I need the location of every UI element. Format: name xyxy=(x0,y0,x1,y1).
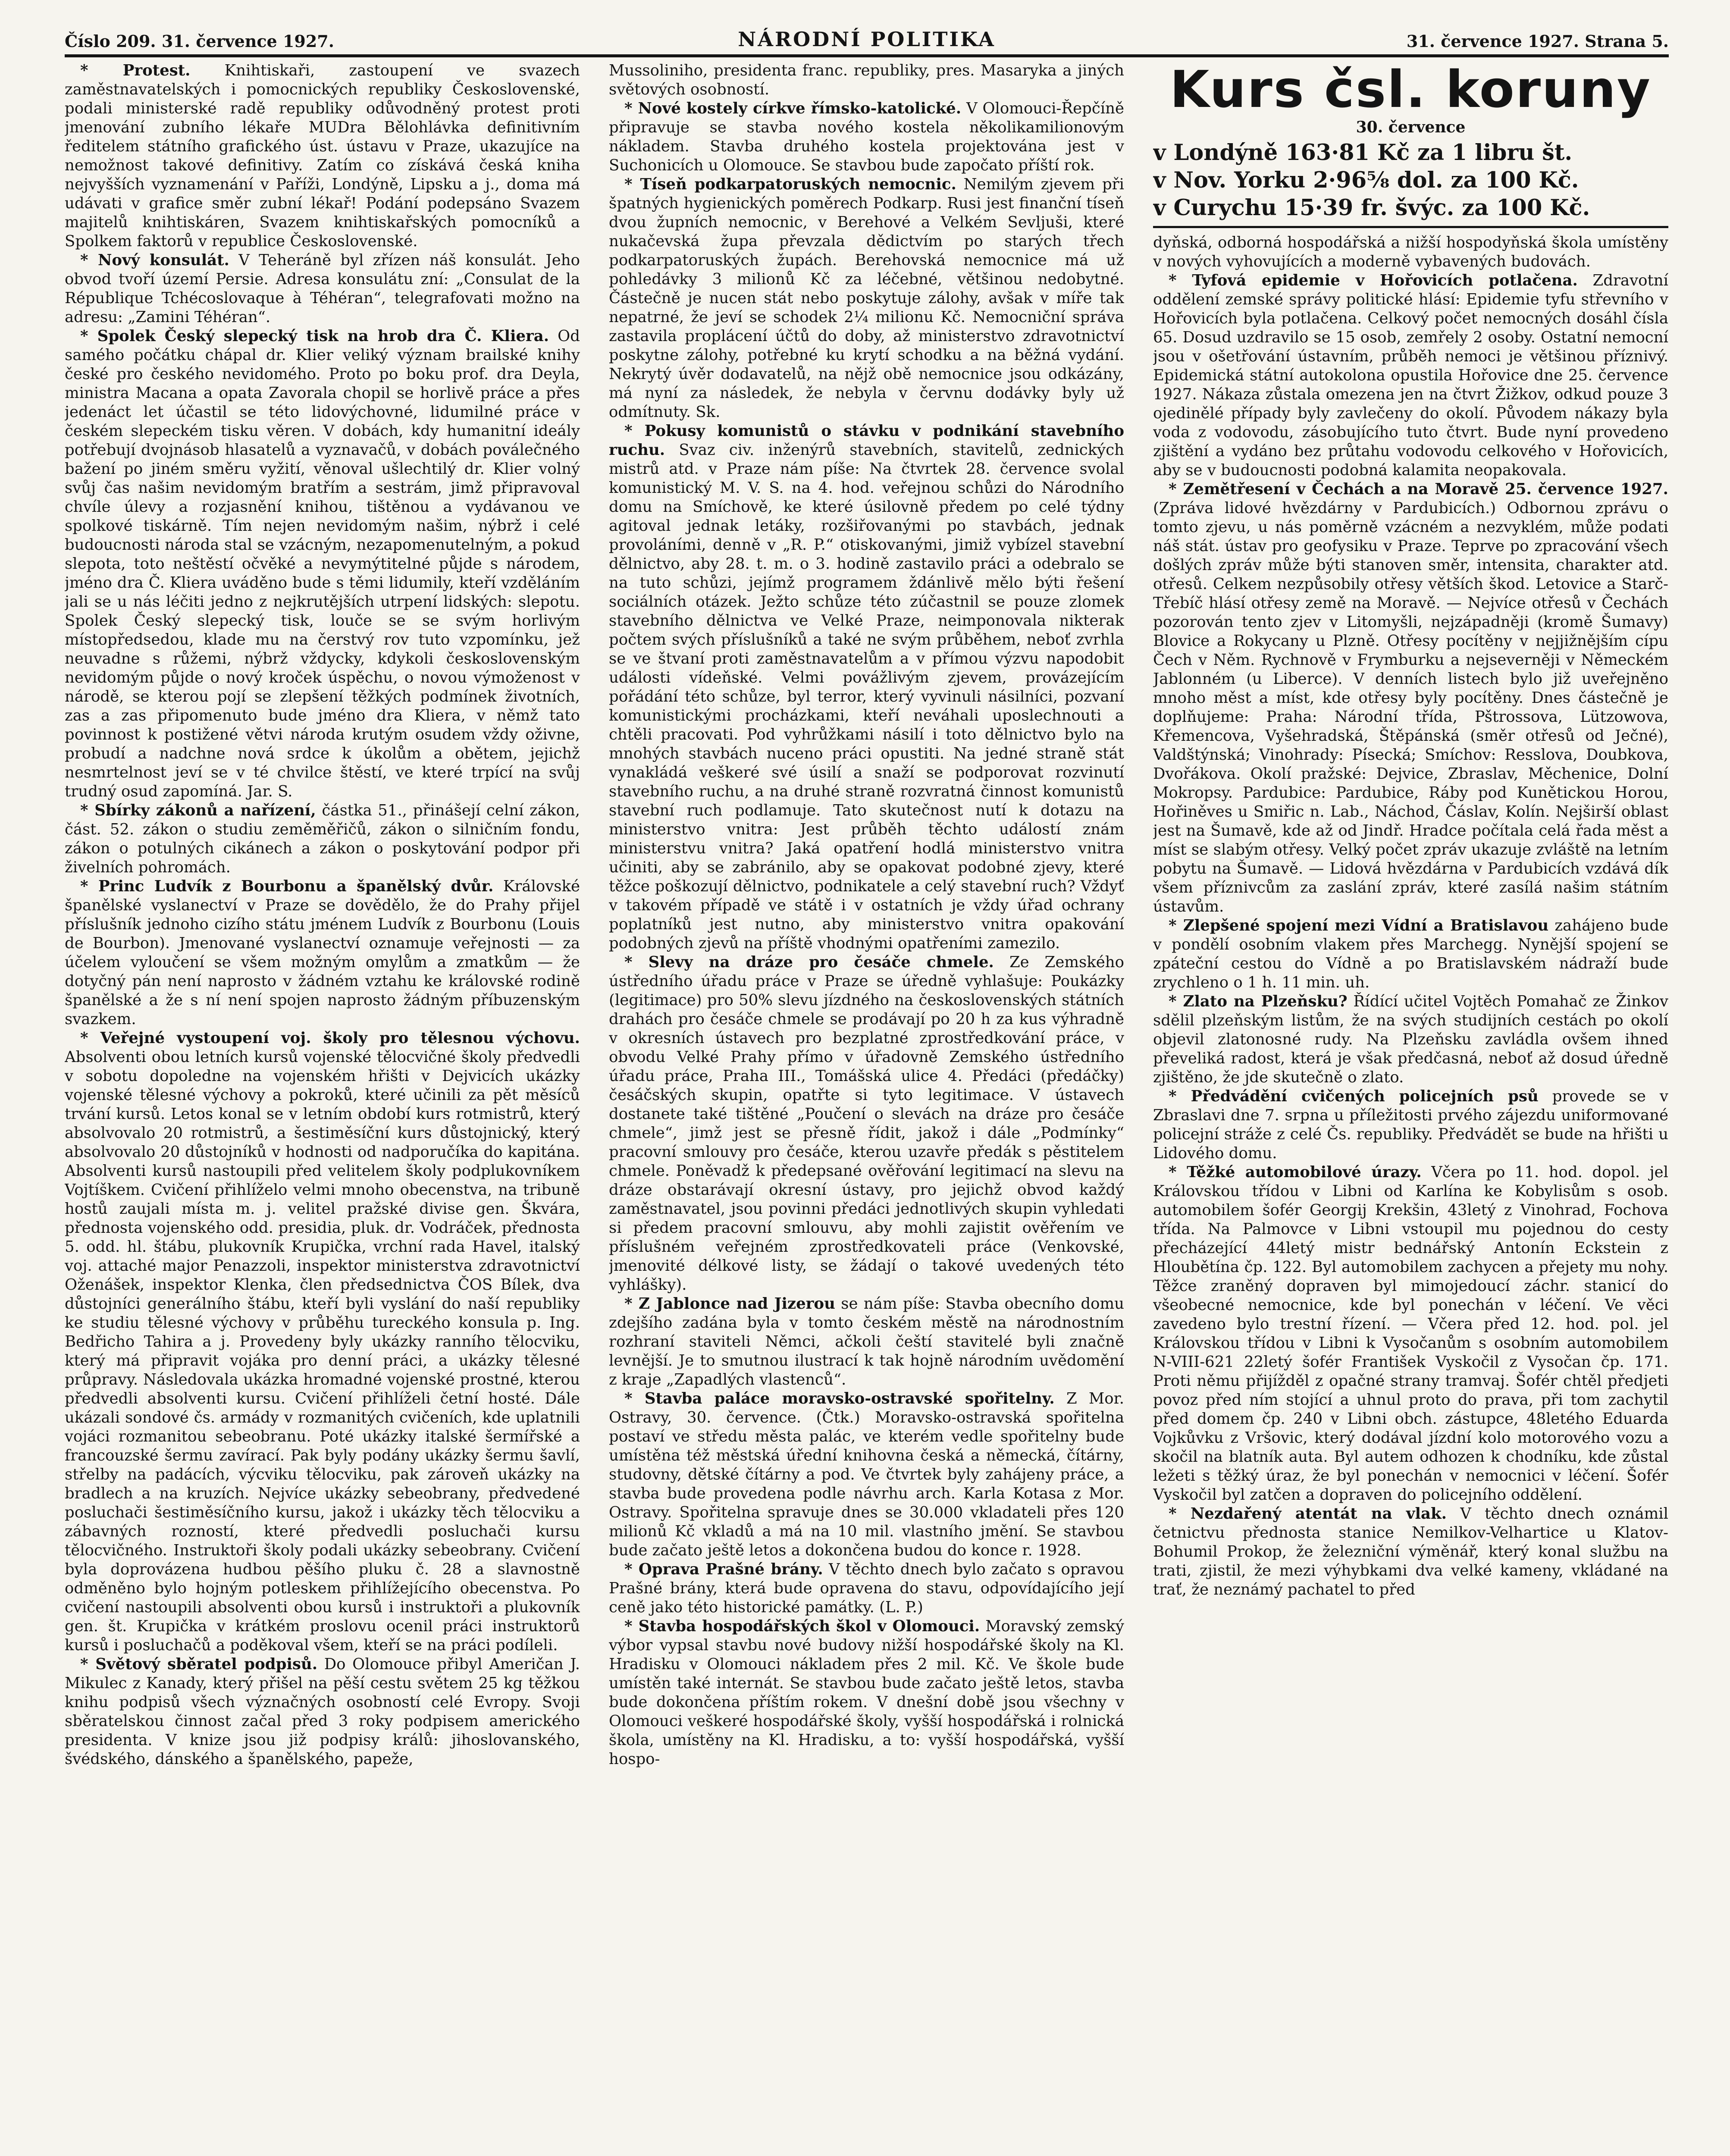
article-heading: * Těžké automobilové úrazy. xyxy=(1169,1163,1422,1181)
article-heading: * Předvádění cvičených policejních psů xyxy=(1169,1087,1539,1105)
article-paragraph xyxy=(65,1029,580,1655)
article-body: zahájeno bude v pondělí osobním vlakem přes Marchegg. Nynější spojení se zpáteční cestou do Vídně a po Bratislavském nádraží bude zrychleno o 1 h. 11 min. uh. xyxy=(1153,917,1668,991)
article-body: částka 51., přinášejí celní zákon, část. 52. zákon o studiu zeměměřičů, zákon o silničním fondu, zákon o potulných cikánech a zákon o poskytování podpor při živelních pohromách. xyxy=(65,802,580,876)
rate-new-york: v Nov. Yorku 2·96⅝ dol. za 100 Kč. xyxy=(1153,167,1579,193)
page-info: 31. července 1927. Strana 5. xyxy=(1406,31,1669,51)
article-paragraph xyxy=(1153,1504,1668,1599)
article-body: Nemilým zjevem při špatných hygienických poměrech Podkarp. Rusi jest finanční tíseň dvou župních nemocnic, v Berehové a Velkém Sevljuši, které nukačevská župa převzala dědictvím po starých třech podkarpatoruských župách. Berehovská nemocnice má už pohledávky 3 milionů Kč za léčebné, většinou nedobytné. Částečně je nucen stát nebo poskytuje zálohy, avšak v míře tak nepatrné, že jeví se schodek 2¼ milionu Kč. Nemocniční správa zastavila proplácení účtů do doby, až ministerstvo zdravotnictví poskytne zálohy, potřebné ku krytí schodku a na běžná vydání. Nekrytý úvěr dodavatelů, na nějž obě nemocnice jsou odkázány, má nyní za následek, že nebyla v červnu dodávky byly už odmítnuty. Sk. xyxy=(609,175,1124,421)
article-heading: * Zemětřesení v Čechách a na Moravě 25. července 1927. xyxy=(1169,480,1668,498)
article-paragraph xyxy=(609,953,1124,1294)
article-paragraph xyxy=(609,1294,1124,1389)
article-paragraph xyxy=(609,1560,1124,1617)
article-body: V těchto dnech bylo začato s opravou Prašné brány, která bude opravena do stavu, odpovídajícího její ceně jako této historické památky. (L. P.) xyxy=(609,1561,1124,1616)
article-heading: * Sbírky zákonů a nařízení, xyxy=(80,802,316,819)
article-heading: * Zlepšené spojení mezi Vídní a Bratislavou xyxy=(1169,917,1549,934)
page-header xyxy=(65,26,1669,57)
article-body: Včera po 11. hod. dopol. jel Královskou třídou v Libni od Karlína ke Kobylisům s osob. automobilem šofér Georgij Krekšin, 43letý z Vinohrad, Fochova třída. Na Palmovce v Libni vstoupil mu pojednou do cesty přecházející 44letý mistr bednářský Antonín Eckstein z Hloubětína čp. 122. Byl automobilem zachycen a přejety mu nohy. Těžce zraněný dopraven byl mimojedoucí záchr. stanicí do všeobecné nemocnice, kde byl ponechán v léčení. Ve věci zavedeno bylo trestní řízení. — Včera před 12. hod. pol. jel Královskou třídou v Libni k Vysočanům s osobním automobilem N-VIII-621 22letý šofér František Vyskočil z Vysočan čp. 171. Proti němu přijížděl z opačné strany tramvaj. Šofér chtěl předjeti povoz před ním stojící a uhnul proto do prava, při tom zachytil před domem čp. 240 v Libni obch. zástupce, 48letého Eduarda Vojkůvku z Vršovic, který dodával jízdní kolo motorového vozu a skočil na blatník auta. Byl autem odhozen k chodníku, kde zůstal ležeti s těžký úraz, že byl ponechán v nemocnici v léčení. Šofér Vyskočil byl zatčen a dopraven do policejního oddělení. xyxy=(1153,1163,1668,1504)
article-paragraph xyxy=(609,99,1124,175)
article-body: (Zpráva lidové hvězdárny v Pardubicích.) Odbornou zprávu o tomto zjevu, u nás poměrně vzácném a nezvyklém, může podati náš stát. ústav pro geofysiku v Praze. Teprve po zpracování všech došlých zpráv může býti stanoven směr, intensita, charakter atd. otřesů. Celkem nezpůsobily otřesy větších škod. Letovice a Starč-Třebíč hlásí otřesy země na Moravě. — Nejvíce otřesů v Čechách pozorován tento zjev v Litomyšli, nejzápadněji (kromě Šumavy) Blovice a Rokycany u Plzně. Otřesy pocítěny v nejjižnějším cípu Čech v Něm. Rychnově v Frymburku a nejseverněji v Německém Jablonném (u Liberce). V denních listech bylo již uveřejněno mnoho měst a míst, kde otřesy byly pocítěny. Dnes částečně je doplňujeme: Praha: Národní třída, Pštrossova, Lützowova, Křemencova, Vyšehradská, Štěpánská (směr otřesů od Ječné), Valdštýnská; Vinohrady: Písecká; Smíchov: Resslova, Doubkova, Dvořákova. Okolí pražské: Dejvice, Zbraslav, Měchenice, Dolní Mokropsy. Pardubice: Pardubice, Ráby pod Kunětickou Horou, Hořiněves u Smiřic n. Lab., Náchod, Čáslav, Kolín. Nejširší oblast jest na Šumavě, kde až od Jindř. Hradce počítala celá řada měst a míst se slabým otřesy. Velký počet zpráv ukazuje zvláště na letním pobytu na Šumavě. — Lidová hvězdárna v Pardubicích vzdává dík všem příznivcům za zaslání zpráv, které zasílá našim státním ústavům. xyxy=(1153,499,1668,915)
column-2 xyxy=(609,61,1124,2156)
article-heading: * Slevy na dráze pro česáče chmele. xyxy=(624,953,994,971)
rate-zurich: v Curychu 15·39 fr. švýc. za 100 Kč. xyxy=(1153,195,1590,221)
article-heading: * Protest. xyxy=(80,62,191,79)
article-paragraph xyxy=(1153,1087,1668,1163)
article-body: Moravský zemský výbor vypsal stavbu nové budovy nižší hospodářské školy na Kl. Hradisku v Olomouci nákladem přes 2 mil. Kč. Ve škole bude umístěn také internát. Se stavbou bude začato ještě letos, stavba bude dokončena příštím rokem. V dnešní době jsou všechny v Olomouci veškeré hospodářské školy, vyšší hospodářská i rolnická škola, umístěny na Kl. Hradisku, a to: vyšší hospodářská, vyšší hospo- xyxy=(609,1617,1124,1768)
article-body: dyňská, odborná hospodářská a nižší hospodyňská škola umístěny v nových vyhovujících a moderně vybavených budovách. xyxy=(1153,234,1668,270)
article-body: Zdravotní oddělení zemské správy politické hlásí: Epidemie tyfu střevního v Hořovicích byla potlačena. Celkový počet nemocných dosáhl čísla 65. Dosud uzdravilo se 15 osob, zemřely 2 osoby. Ostatní nemocní jsou v ošetřování ústavním, průběh nemoci je většinou příznivý. Epidemická státní autokolona opustila Hořovice dne 25. července 1927. Nákaza zůstala omezena jen na čtvrt Žižkov, odkud pouze 3 ojedinělé případy byly zavlečeny do okolí. Původem nákazy byla voda z vodovodu, zásobujícího tuto čtvrt. Bude nyní provedeno zjištění a vydáno bez průtahu vodovodu celkového v Hořovicích, aby se v budoucnosti podobná kalamita neopakovala. xyxy=(1153,272,1668,479)
article-body: Absolventi obou letních kursů vojenské tělocvičné školy předvedli v sobotu dopoledne na vojenském hřišti v Dejvicích ukázky vojenské tělesné výchovy a pokroků, které učinili za pět měsíců trvání kursů. Letos konal se v letním období kurs rotmistrů, který absolvovalo 20 rotmistrů, a šestiměsíční kurs důstojnický, který absolvovalo 20 důstojníků v hodnosti od nadporučíka do kapitána. Absolventi kursů nastoupili před velitelem školy podplukovníkem Vojtíškem. Cvičení přihlíželo velmi mnoho obecenstva, na tribuně hostů zaujali místa m. j. velitel pražské divise gen. Škvára, přednosta vojenského odd. presidia, pluk. dr. Vodráček, přednosta 5. odd. hl. štábu, plukovník Krupička, vrchní rada Havel, italský voj. attaché major Penazzoli, inspektor ministerstva zdravotnictví Oženášek, inspektor Klenka, člen předsednictva ČOS Bílek, dva důstojníci generálního štábu, kteří byli vyslání do naší republiky ke studiu tělesné výchovy v průběhu tureckého konsula p. Ing. Bedřicho Tahira a j. Provedeny byly ukázky ranního tělocviku, který má připravit vojáka pro denní práci, a ukázky tělesné průpravy. Následovala ukázka hromadné vojenské prostné, kterou předvedli absolventi kursu. Cvičení přihlíželi četní hosté. Dále ukázali sondové čs. armády v rozmanitých cvičeních, kde uplatnili vojáci rozmanitou sebeobranu. Poté ukázky italské šermířské a francouzské šermu zavírací. Pak byly podány ukázky šermu šavlí, střelby na padácích, výcviku tělocviku, pak zároveň ukázky na bradlech a na kruzích. Nejvíce ukázky sebeobrany, předvedené posluchači šestiměsíčního kursu, jakož i ukázky těch tělocviku a zábavných rozností, které předvedli posluchači kursu tělocvičného. Instruktoři školy podali ukázky sebeobrany. Cvičení byla doprovázena hudbou pěšího pluku č. 28 a slavnostně odměněno bylo hojným potleskem přihlížejícího obecenstva. Po cvičení nastoupili absolventi obou kursů i instruktoři a plukovník gen. št. Krupička v krátkém proslovu ocenil práci instruktorů kursů i posluchačů a poděkoval všem, kteří se na práci podíleli. xyxy=(65,1048,580,1654)
column-3 xyxy=(1153,61,1668,2156)
article-body: Svaz civ. inženýrů stavebních, stavitelů, zednických mistrů atd. v Praze nám píše: Na čtvrtek 28. července svolal komunistický M. V. S. na 4. hod. veřejnou schůzi do Národního domu na Smíchově, ke které úsilovně předem po celé týdny agitoval jednak letáky, rozšiřovanými po stavbách, jednak provoláními, denně v „R. P.“ otiskovanými, jimiž vybízel stavební dělnictvo, aby 28. t. m. o 3. hodině zastavilo práci a odebralo se na tuto schůzi, jejímž programem ždánlivě mělo býti řešení sociálních otázek. Ježto schůze této zúčastnil se pouze zlomek stavebního dělnictva ve Velké Praze, neimponovala nikterak počtem svých příslušníků a také ne svým průběhem, neboť zvrhla se ve štvaní proti zaměstnavatelům a v přímou výzvu napodobit události vídeňské. Velmi povážlivým zjevem, provázejícím pořádání této schůze, byl terror, který vyvinuli násilníci, pozvaní komunistickými procházkami, kteří neváhali uposlechnouti a chtěli pracovati. Pod vyhrůžkami násilí i toto dělnictvo bylo na mnohých stavbách nuceno práci opustiti. Na jedné straně stát vynakládá veškeré své úsilí a snaží se podporovat rozvinutí stavebního ruchu, a na druhé straně rozvratná činnost komunistů stavební ruch podlamuje. Tato skutečnost nutí k dotazu na ministerstvo vnitra: Jest průběh těchto událostí znám ministerstvu vnitra? Jaká opatření hodlá ministerstvo vnitra učiniti, aby se zabránilo, aby se opakovat podobné zjevy, které těžce poškozují dělnictvo, podnikatele a celý stavební ruch? Vždyť v takovém případě ve státě i v ostatních je vždy úřad ochrany poplatníků jest nutno, aby ministerstvo vnitra opakování podobných zjevů na příště vhodnými opatřeními zamezilo. xyxy=(609,441,1124,952)
article-body: V Olomouci-Řepčíně připravuje se stavba nového kostela několikamilionovým nákladem. Stavba druhého kostela projektována jest v Suchonicích u Olomouce. Se stavbou bude započato příští rok. xyxy=(609,100,1124,174)
article-heading: * Nové kostely církve římsko-katolické. xyxy=(624,100,962,117)
article-paragraph xyxy=(65,61,580,251)
article-paragraph xyxy=(65,1655,580,1769)
issue-info: Číslo 209. 31. července 1927. xyxy=(65,31,334,51)
article-heading: * Tíseň podkarpatoruských nemocnic. xyxy=(624,175,956,193)
article-body: Řídící učitel Vojtěch Pomahač ze Žinkov sdělil plzeňským listům, že na svých studijních cestách po okolí objevil zlatonosné rudy. Na Plzeňsku zavládla ovšem ihned převeliká radost, která je však předčasná, neboť až dosud úředně zjištěno, že jde skutečně o zlato. xyxy=(1153,993,1668,1086)
article-body: Knihtiskaři, zastoupení ve svazech zaměstnavatelských i pomocnických republiky Československé, podali ministerské radě republiky odůvodněný protest proti jmenování zubního lékaře MUDra Bělohlávka definitivním ředitelem státního grafického úst. ústavu v Praze, ukazujíce na nemožnost takové definitivy. Zatím co získává česká kniha nejvyšších vyznamenání v Paříži, Londýně, Lipsku a j., doma má udávati v grafice směr zubní lékař! Podání podepsáno Svazem majitelů knihtiskáren, Svazem knihtiskařských pomocníků a Spolkem faktorů v republice Československé. xyxy=(65,62,580,250)
article-paragraph xyxy=(65,877,580,1029)
exchange-rate-date: 30. července xyxy=(1356,118,1466,136)
exchange-rate-title: Kurs čsl. koruny xyxy=(1170,61,1652,119)
article-paragraph xyxy=(609,175,1124,422)
article-heading: * Nezdařený atentát na vlak. xyxy=(1169,1505,1447,1523)
article-paragraph xyxy=(609,61,1124,99)
exchange-rate-box xyxy=(1153,61,1668,228)
article-paragraph xyxy=(1153,992,1668,1087)
article-body: Z Mor. Ostravy, 30. července. (Čtk.) Moravsko-ostravská spořitelna postaví ve středu města palác, ve kterém vedle spořitelny bude umístěna též městská úřední knihovna česká a německá, čítárny, studovny, dětské čítárny a pod. Ve čtvrtek byly zahájeny práce, a stavba bude provedena podle návrhu arch. Karla Kotasa z Mor. Ostravy. Spořitelna spravuje dnes se 30.000 vkladateli přes 120 milionů Kč vkladů a má na 10 mil. vlastního jmění. Se stavbou bude začato ještě letos a dokončena budou do konce r. 1928. xyxy=(609,1390,1124,1559)
article-paragraph xyxy=(609,1617,1124,1769)
article-heading: * Zlato na Plzeňsku? xyxy=(1169,993,1348,1010)
article-heading: * Veřejné vystoupení voj. školy pro tělesnou výchovu. xyxy=(80,1029,580,1047)
article-paragraph xyxy=(609,422,1124,953)
article-body: provede se v Zbraslavi dne 7. srpna u příležitosti prvého zájezdu uniformované policejní stráže z celé Čs. republiky. Předvádět se bude na hřišti u Lidového domu. xyxy=(1153,1087,1668,1162)
columns xyxy=(65,61,1669,2156)
article-heading: * Z Jablonce nad Jizerou xyxy=(624,1295,835,1313)
column-1 xyxy=(65,61,580,2156)
article-body: Mussoliniho, presidenta franc. republiky, pres. Masaryka a jiných světových osobností. xyxy=(609,62,1124,98)
article-heading: * Princ Ludvík z Bourbonu a španělský dvůr. xyxy=(80,877,494,895)
article-paragraph xyxy=(1153,916,1668,992)
article-body: V těchto dnech oznámil četnictvu přednosta stanice Nemilkov-Velhartice u Klatov-Bohumil Prokop, že železniční výměnář, který konal službu na trati, zjistil, že mezi výhybkami dva velké kameny, vkládané na trať, že neznámý pachatel to před xyxy=(1153,1505,1668,1598)
article-body: Od samého počátku chápal dr. Klier veliký význam brailské knihy české pro českého nevidomého. Proto po boku prof. dra Deyla, ministra Macana a opata Zavorala chopil se horlivě práce a přes jedenáct let účastil se této lidovýchovné, lidumilné práce v českém slepeckém tisku věren. V dobách, kdy humanitní ideály potřebují dvojnásob hlasatelů a vyznavačů, v dobách poválečného bažení po jiném směru vyžití, věnoval ušlechtilý dr. Klier volný svůj čas našim nevidomým bratřím a sestrám, jimž připravoval chvíle úlevy a rozjasnění knihou, tištěnou a vydávanou ve spolkové tiskárně. Tím nejen nevidomým našim, nýbrž i celé budoucnosti národa stal se vzácným, nezapomenutelným, a pokud slepota, toto neštěstí očvěké a nevymýtitelné půjde s národem, jméno dra Č. Kliera uváděno bude s těmi lidumily, kteří vzděláním jali se u nás léčiti jedno z nejkrutějších utrpení lidských: slepotu. Spolek Český slepecký tisk, louče se se svým horlivým místopředsedou, klade mu na čerstvý rov tuto vzpomínku, jež neuvadne s růžemi, nýbrž vždycky, kdykoli československým nevidomým půjde o nový kroček úspěchu, o novou výmoženost v národě, se kterou pojí se zlepšení těžkých podmínek životních, zas a zas připomenuto bude jméno dra Kliera, v němž tato povinnost k postižené větvi národa krutým osudem vždy oživne, probudí a nadchne nová srdce k úkolům a obětem, jejichž nesmrtelnost jeví se v té chvilce štěstí, ve které trpící na svůj trudný osud zapomíná. Jar. S. xyxy=(65,327,580,800)
article-heading: * Světový sběratel podpisů. xyxy=(80,1655,318,1673)
column-3-articles xyxy=(1153,233,1668,1599)
article-heading: * Pokusy komunistů o stávku v podnikání stavebního ruchu. xyxy=(609,422,1124,459)
article-body: Ze Zemského ústředního úřadu práce v Praze se úředně vyhlašuje: Poukázky (legitimace) pro 50% slevu jízdného na československých státních drahách pro česáče chmele se prodávají po 20 h za kus výhradně v okresních ústavech pro bezplatné zprostředkování práce, v obvodu Velké Prahy přímo v úřadovně Zemského ústředního úřadu práce, Praha III., Tomášská ulice 4. Předáci (předáčky) česáčských skupin, opatřte si tyto legitimace. V ústavech dostanete také tištěné „Poučení o slevách na dráze pro česáče chmele“, jimž jest se přesně řídit, jakož i dále „Podmínky“ pracovní smlouvy pro česáče, kterou uzavře předák s pěstitelem chmele. Poněvadž k předepsané ověřování legitimací na slevu na dráze obstarávají okresní ústavy, pro jejichž obvod každý zaměstnavatel, jsou povinni předáci jednotlivých skupin vyhledati si předem pracovní smlouvu, aby mohli zajistit ověřením ve příslušném veřejném zprostředkovateli práce (Venkovské, jmenovité délkové listy, se žádají o takové uvedených této vyhlášky). xyxy=(609,953,1124,1294)
article-heading: * Nový konsulát. xyxy=(80,251,229,269)
rate-london: v Londýně 163·81 Kč za 1 libru št. xyxy=(1153,140,1573,166)
article-paragraph xyxy=(1153,480,1668,916)
article-paragraph xyxy=(65,327,580,801)
article-heading: * Spolek Český slepecký tisk na hrob dra Č. Kliera. xyxy=(80,327,549,345)
article-body: Do Olomouce přibyl Američan J. Mikulec z Kanady, který přišel na pěší cestu světem 25 kg těžkou knihu podpisů všech význačných osobností celé Evropy. Svoji sběratelskou činnost začal před 3 roky podpisem amerického presidenta. V knize jsou již podpisy králů: jihoslovanského, švédského, dánského a španělského, papeže, xyxy=(65,1655,580,1768)
article-body: se nám píše: Stavba obecního domu zdejšího zadána byla v tomto českém městě na národnostním rozhraní staviteli Němci, ačkoli čeští stavitelé byli značně levnější. Je to smutnou ilustrací k tak hojně národním uvědomění z kraje „Zapadlých vlastenců“. xyxy=(609,1295,1124,1388)
article-heading: * Tyfová epidemie v Hořovicích potlačena. xyxy=(1169,272,1578,289)
masthead: NÁRODNÍ POLITIKA xyxy=(738,28,996,51)
article-paragraph xyxy=(65,251,580,327)
article-paragraph xyxy=(609,1389,1124,1560)
article-paragraph xyxy=(65,801,580,877)
article-heading: * Stavba paláce moravsko-ostravské spořitelny. xyxy=(624,1390,1055,1407)
article-paragraph xyxy=(1153,233,1668,271)
newspaper-page xyxy=(65,26,1669,2156)
article-paragraph xyxy=(1153,271,1668,480)
article-body: Královské španělské vyslanectví v Praze se dovědělo, že do Prahy přijel příslušník jednoho cizího státu jménem Ludvík z Bourbonu (Louis de Bourbon). Jmenované vyslanectví oznamuje veřejnosti — za účelem vyloučení se všem možným omylům a zmatkům — že dotyčný pán není naprosto v žádném vztahu ke královské rodině španělské a že s ní není spojen naprosto žádným příbuzenským svazkem. xyxy=(65,877,580,1028)
article-body: V Teheráně byl zřízen náš konsulát. Jeho obvod tvoří území Persie. Adresa konsulátu zní: „Consulat de la République Tchécoslovaque à Téhéran“, telegrafovati možno na adresu: „Zamini Téhéran“. xyxy=(65,251,580,326)
article-heading: * Oprava Prašné brány. xyxy=(624,1561,823,1578)
article-heading: * Stavba hospodářských škol v Olomouci. xyxy=(624,1617,980,1635)
article-paragraph xyxy=(1153,1163,1668,1504)
